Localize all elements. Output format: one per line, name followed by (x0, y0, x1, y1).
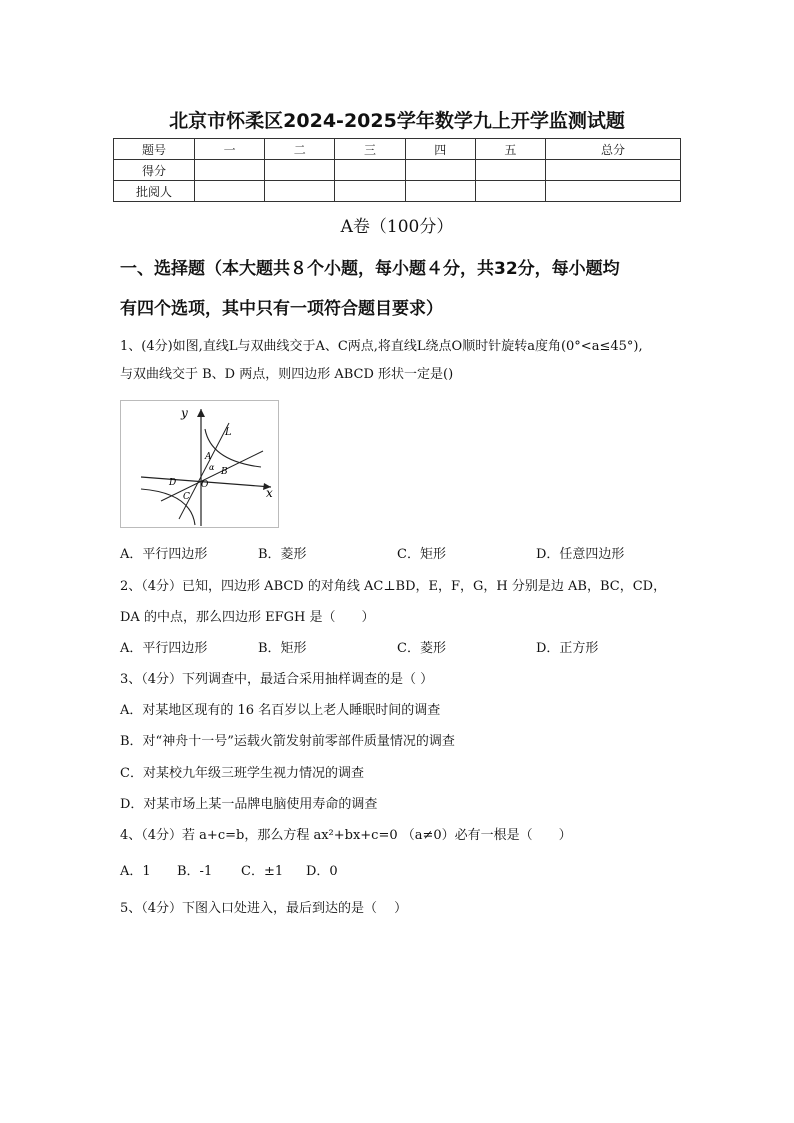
score-cell[interactable] (405, 160, 475, 181)
label-l: L (225, 427, 232, 438)
q3-option-d[interactable]: D．对某市场上某一品牌电脑使用寿命的调查 (120, 797, 378, 812)
header-cell: 二 (265, 139, 335, 160)
q1-hyperbola-figure (120, 400, 279, 528)
grader-cell[interactable] (335, 181, 405, 202)
section-a-title: A卷（100分） (340, 217, 454, 237)
q1-text-line2: 与双曲线交于 B、D 两点，则四边形 ABCD 形状一定是() (120, 367, 454, 382)
q2-option-b[interactable]: B．矩形 (258, 641, 307, 656)
label-a: A (205, 452, 212, 462)
grader-cell[interactable] (265, 181, 335, 202)
grader-row (114, 181, 681, 202)
header-cell: 题号 (114, 139, 195, 160)
label-o: O (201, 480, 209, 490)
q4-text: 4、（4分）若 a+c=b，那么方程 ax²+bx+c=0 （a≠0）必有一根是（ ） (120, 828, 572, 843)
y-axis-arrow (197, 409, 205, 417)
q2-text-line2: DA 的中点，那么四边形 EFGH 是（ ） (120, 610, 375, 625)
header-cell: 一 (195, 139, 265, 160)
q3-option-c[interactable]: C．对某校九年级三班学生视力情况的调查 (120, 766, 364, 781)
q1-option-a[interactable]: A．平行四边形 (120, 547, 208, 562)
part1-heading-line2: 有四个选项，其中只有一项符合题目要求） (120, 299, 443, 319)
hyperbola-branch-upper (205, 429, 261, 467)
score-cell[interactable] (265, 160, 335, 181)
grader-cell[interactable] (546, 181, 681, 202)
label-x: x (266, 486, 273, 500)
q4-option-a[interactable]: A．1 (120, 864, 151, 879)
header-cell: 四 (405, 139, 475, 160)
header-cell: 三 (335, 139, 405, 160)
q1-option-c[interactable]: C．矩形 (397, 547, 446, 562)
label-b: B (221, 467, 228, 477)
label-alpha: α (209, 463, 215, 472)
rotated-line (161, 451, 263, 501)
header-cell: 五 (475, 139, 545, 160)
q3-option-a[interactable]: A．对某地区现有的 16 名百岁以上老人睡眠时间的调查 (120, 703, 441, 718)
q1-option-d[interactable]: D．任意四边形 (536, 547, 625, 562)
label-y: y (181, 406, 188, 420)
q1-option-b[interactable]: B．菱形 (258, 547, 307, 562)
part1-heading-line1: 一、选择题（本大题共８个小题，每小题４分，共32分，每小题均 (120, 259, 620, 279)
q4-option-b[interactable]: B．-1 (177, 864, 213, 879)
q2-text-line1: 2、（4分）已知，四边形 ABCD 的对角线 AC⊥BD，E，F，G，H 分别是边 AB，BC，CD， (120, 579, 667, 594)
score-cell[interactable] (335, 160, 405, 181)
score-table-header-row (114, 139, 681, 160)
score-cell[interactable] (546, 160, 681, 181)
grader-cell[interactable] (405, 181, 475, 202)
q2-option-c[interactable]: C．菱形 (397, 641, 446, 656)
q3-text: 3、（4分）下列调查中，最适合采用抽样调查的是（ ） (120, 672, 434, 687)
q2-option-d[interactable]: D．正方形 (536, 641, 599, 656)
q5-text: 5、（4分）下图入口处进入，最后到达的是（ ） (120, 901, 408, 916)
q2-option-a[interactable]: A．平行四边形 (120, 641, 208, 656)
row-label: 批阅人 (114, 181, 195, 202)
grader-cell[interactable] (195, 181, 265, 202)
q1-text-line1: 1、(4分)如图,直线L与双曲线交于A、C两点,将直线L绕点O顺时针旋转a度角(0°<a≤45°), (120, 339, 643, 354)
page-title: 北京市怀柔区2024-2025学年数学九上开学监测试题 (169, 110, 625, 132)
q3-option-b[interactable]: B．对“神舟十一号”运载火箭发射前零部件质量情况的调查 (120, 734, 455, 749)
row-label: 得分 (114, 160, 195, 181)
label-d: D (169, 478, 177, 488)
score-cell[interactable] (195, 160, 265, 181)
score-table (113, 138, 681, 202)
q4-option-c[interactable]: C．±1 (241, 864, 284, 879)
score-cell[interactable] (475, 160, 545, 181)
grader-cell[interactable] (475, 181, 545, 202)
score-row (114, 160, 681, 181)
label-c: C (183, 492, 190, 502)
header-cell: 总分 (546, 139, 681, 160)
q4-option-d[interactable]: D．0 (306, 864, 338, 879)
